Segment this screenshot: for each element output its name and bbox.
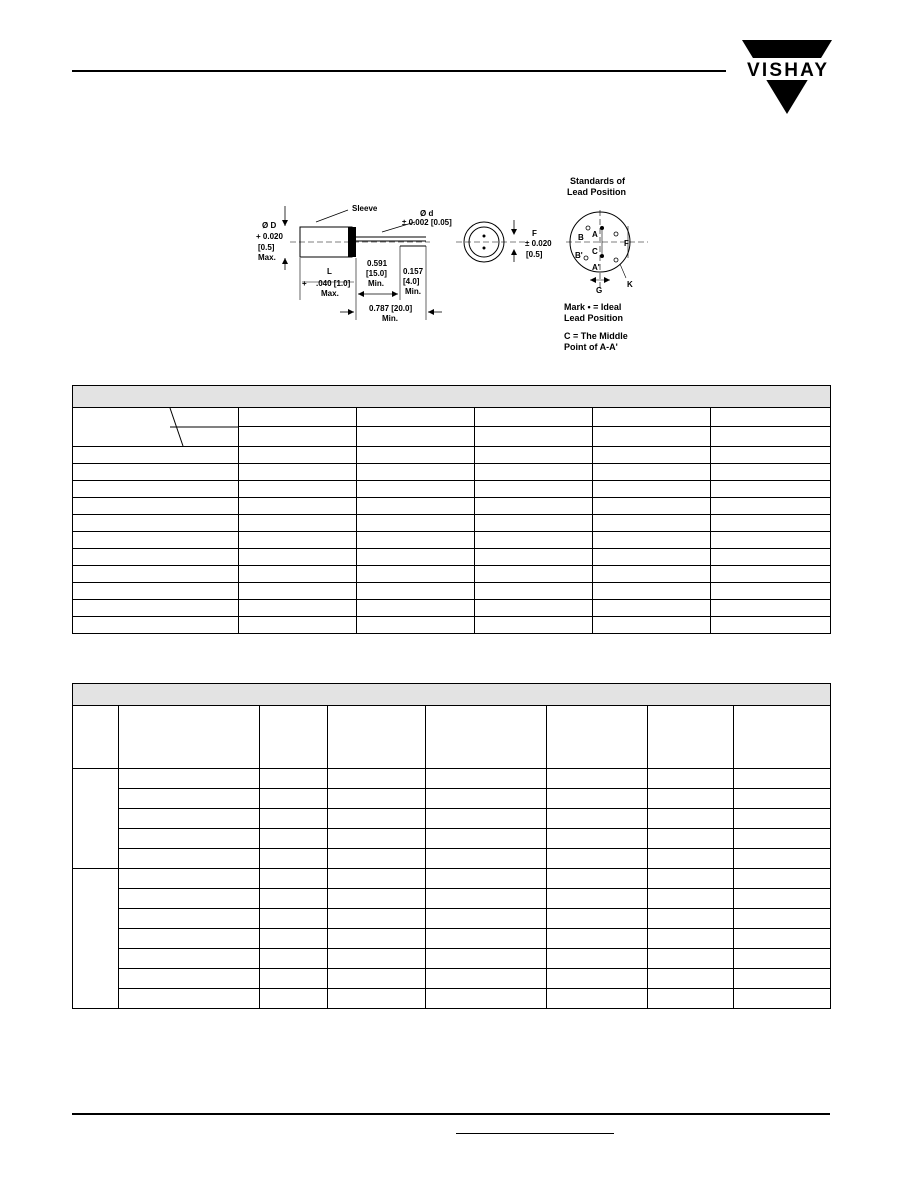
dimension-label: Min.: [405, 287, 421, 296]
table-cell: [73, 498, 239, 515]
table-cell: [475, 447, 593, 464]
table-cell: [648, 789, 734, 809]
table-2-header-row: [73, 706, 831, 769]
dimension-label: F: [532, 229, 537, 238]
table-cell: [475, 464, 593, 481]
table-cell: [357, 566, 475, 583]
table-cell: [593, 447, 711, 464]
dimension-label: Ø d: [420, 209, 434, 218]
table-cell: [547, 989, 648, 1009]
table-cell: [260, 809, 328, 829]
dimension-label: +: [302, 279, 307, 288]
logo-text: VISHAY: [747, 60, 827, 81]
ratings-table: [72, 683, 831, 1009]
table-cell: [260, 706, 328, 769]
group-cell: [73, 769, 119, 869]
table-cell: [260, 889, 328, 909]
table-cell: [475, 498, 593, 515]
table-cell: [73, 549, 239, 566]
table-cell: [239, 408, 357, 427]
dimension-label: F: [624, 239, 629, 248]
table-cell: [328, 809, 426, 829]
dimension-label: Sleeve: [352, 204, 378, 213]
table-row: [73, 989, 831, 1009]
table-1-corner-cell: [73, 408, 239, 447]
table-cell: [260, 989, 328, 1009]
table-cell: [328, 909, 426, 929]
table-cell: [357, 515, 475, 532]
dimension-label: A': [592, 263, 600, 272]
dimension-label: [4.0]: [403, 277, 420, 286]
table-cell: [357, 498, 475, 515]
table-cell: [711, 427, 831, 447]
table-cell: [426, 789, 547, 809]
table-cell: [357, 617, 475, 634]
table-1-title-bar: [73, 386, 831, 408]
dimension-label: Standards of: [570, 176, 626, 186]
table-cell: [426, 809, 547, 829]
table-cell: [711, 464, 831, 481]
table-cell: [357, 549, 475, 566]
dimension-label: G: [596, 286, 603, 295]
table-cell: [357, 583, 475, 600]
table-cell: [357, 447, 475, 464]
dimension-label: Ø D: [262, 221, 277, 230]
table-cell: [734, 829, 831, 849]
table-cell: [426, 969, 547, 989]
dimension-label: Point of A-A': [564, 342, 618, 352]
table-cell: [593, 408, 711, 427]
group-cell: [73, 869, 119, 1009]
table-row: [73, 889, 831, 909]
table-cell: [711, 408, 831, 427]
table-cell: [648, 949, 734, 969]
table-cell: [547, 929, 648, 949]
table-cell: [648, 849, 734, 869]
table-cell: [711, 549, 831, 566]
table-cell: [593, 532, 711, 549]
table-cell: [239, 600, 357, 617]
table-row: [73, 809, 831, 829]
table-cell: [239, 583, 357, 600]
table-cell: [426, 989, 547, 1009]
table-cell: [711, 583, 831, 600]
table-cell: [426, 829, 547, 849]
table-cell: [734, 789, 831, 809]
table-cell: [119, 849, 260, 869]
dimension-label: Lead Position: [564, 313, 624, 323]
dimension-label: Max.: [258, 253, 276, 262]
table-cell: [328, 769, 426, 789]
table-row: [73, 949, 831, 969]
table-cell: [547, 809, 648, 829]
table-row: [73, 849, 831, 869]
table-cell: [119, 889, 260, 909]
table-row: [73, 515, 831, 532]
dimension-label: [0.5]: [258, 243, 275, 252]
table-cell: [239, 515, 357, 532]
dimension-label: K: [627, 280, 633, 289]
table-cell: [593, 583, 711, 600]
table-row: [73, 829, 831, 849]
table-cell: [547, 889, 648, 909]
table-cell: [328, 889, 426, 909]
table-row: [73, 532, 831, 549]
table-cell: [648, 829, 734, 849]
table-cell: [734, 769, 831, 789]
table-cell: [260, 949, 328, 969]
footer-rule: [72, 1113, 830, 1115]
dimension-label: Min.: [368, 279, 384, 288]
table-cell: [357, 532, 475, 549]
table-cell: [239, 447, 357, 464]
dimension-label: Mark • = Ideal: [564, 302, 622, 312]
table-cell: [648, 809, 734, 829]
table-cell: [328, 929, 426, 949]
table-cell: [239, 549, 357, 566]
dimension-label: .040 [1.0]: [316, 279, 351, 288]
table-cell: [426, 706, 547, 769]
table-cell: [475, 408, 593, 427]
table-cell: [475, 583, 593, 600]
table-cell: [119, 829, 260, 849]
table-cell: [734, 706, 831, 769]
table-row: [73, 549, 831, 566]
dimension-label: C = The Middle: [564, 331, 628, 341]
table-cell: [73, 481, 239, 498]
table-cell: [119, 769, 260, 789]
table-cell: [711, 600, 831, 617]
table-cell: [593, 549, 711, 566]
table-cell: [475, 532, 593, 549]
table-cell: [475, 600, 593, 617]
table-cell: [73, 532, 239, 549]
table-cell: [73, 600, 239, 617]
table-cell: [734, 809, 831, 829]
table-cell: [260, 909, 328, 929]
table-cell: [328, 949, 426, 969]
table-cell: [328, 849, 426, 869]
table-cell: [328, 829, 426, 849]
table-cell: [711, 532, 831, 549]
table-cell: [73, 515, 239, 532]
table-cell: [328, 706, 426, 769]
table-cell: [734, 909, 831, 929]
dimension-label: 0.591: [367, 259, 388, 268]
table-cell: [73, 583, 239, 600]
dimension-label: 0.787 [20.0]: [369, 304, 413, 313]
table-cell: [475, 515, 593, 532]
table-cell: [73, 464, 239, 481]
table-cell: [119, 989, 260, 1009]
table-row: [73, 447, 831, 464]
table-cell: [547, 789, 648, 809]
table-cell: [260, 869, 328, 889]
table-cell: [475, 481, 593, 498]
table-cell: [734, 889, 831, 909]
table-cell: [547, 869, 648, 889]
table-cell: [734, 929, 831, 949]
table-cell: [593, 566, 711, 583]
table-cell: [547, 849, 648, 869]
dimension-label: 0.157: [403, 267, 424, 276]
table-cell: [239, 427, 357, 447]
table-cell: [593, 498, 711, 515]
table-cell: [734, 969, 831, 989]
dimension-drawing: [250, 170, 670, 360]
table-cell: [260, 969, 328, 989]
table-cell: [426, 929, 547, 949]
dimension-label: C: [592, 247, 598, 256]
table-row: [73, 909, 831, 929]
table-cell: [648, 889, 734, 909]
dimension-label: Lead Position: [567, 187, 627, 197]
vishay-logo: [742, 40, 832, 116]
table-cell: [119, 949, 260, 969]
table-cell: [593, 464, 711, 481]
table-cell: [711, 515, 831, 532]
table-cell: [357, 600, 475, 617]
table-cell: [260, 849, 328, 869]
table-cell: [73, 566, 239, 583]
dimension-label: B': [575, 251, 583, 260]
table-cell: [547, 706, 648, 769]
table-row: [73, 481, 831, 498]
table-cell: [475, 617, 593, 634]
table-cell: [547, 969, 648, 989]
table-cell: [475, 566, 593, 583]
table-cell: [357, 464, 475, 481]
dimensions-table: [72, 385, 831, 634]
dimension-label: Min.: [382, 314, 398, 323]
footer-link-underline: [456, 1133, 614, 1134]
table-cell: [426, 909, 547, 929]
dimension-label: [15.0]: [366, 269, 387, 278]
table-cell: [711, 481, 831, 498]
dimension-label: L: [327, 267, 332, 276]
table-row: [73, 617, 831, 634]
table-cell: [239, 498, 357, 515]
table-cell: [426, 849, 547, 869]
table-cell: [648, 969, 734, 989]
table-cell: [648, 989, 734, 1009]
table-cell: [475, 427, 593, 447]
table-cell: [73, 706, 119, 769]
table-row: [73, 600, 831, 617]
table-cell: [328, 989, 426, 1009]
table-cell: [426, 869, 547, 889]
table-row: [73, 566, 831, 583]
table-cell: [239, 481, 357, 498]
dimension-label: + 0.020: [256, 232, 283, 241]
table-cell: [357, 408, 475, 427]
table-row: [73, 869, 831, 889]
table-cell: [357, 481, 475, 498]
dimension-label: B: [578, 233, 584, 242]
dimension-label: Max.: [321, 289, 339, 298]
table-cell: [648, 869, 734, 889]
table-cell: [547, 829, 648, 849]
table-cell: [73, 447, 239, 464]
table-2-title-bar: [73, 684, 831, 706]
dimension-label: ± 0.020: [525, 239, 552, 248]
table-row: [73, 583, 831, 600]
dimension-label: [0.5]: [526, 250, 543, 259]
table-cell: [239, 464, 357, 481]
table-cell: [119, 869, 260, 889]
table-cell: [734, 849, 831, 869]
table-cell: [239, 617, 357, 634]
table-cell: [648, 706, 734, 769]
table-cell: [426, 889, 547, 909]
table-cell: [260, 929, 328, 949]
table-cell: [260, 769, 328, 789]
table-cell: [328, 789, 426, 809]
table-cell: [260, 789, 328, 809]
table-row: [73, 769, 831, 789]
table-cell: [426, 769, 547, 789]
table-cell: [593, 515, 711, 532]
table-cell: [73, 617, 239, 634]
table-1-header-row: [73, 408, 831, 427]
table-cell: [119, 789, 260, 809]
table-cell: [734, 989, 831, 1009]
table-cell: [239, 566, 357, 583]
table-cell: [711, 617, 831, 634]
table-cell: [328, 969, 426, 989]
table-row: [73, 464, 831, 481]
table-row: [73, 498, 831, 515]
header-rule: [72, 70, 726, 72]
table-cell: [475, 549, 593, 566]
table-cell: [593, 427, 711, 447]
table-cell: [648, 769, 734, 789]
table-cell: [547, 949, 648, 969]
table-cell: [648, 929, 734, 949]
table-row: [73, 789, 831, 809]
table-cell: [593, 617, 711, 634]
table-cell: [119, 909, 260, 929]
table-row: [73, 969, 831, 989]
table-cell: [711, 447, 831, 464]
table-cell: [239, 532, 357, 549]
table-cell: [711, 566, 831, 583]
table-cell: [648, 909, 734, 929]
table-cell: [119, 809, 260, 829]
table-cell: [357, 427, 475, 447]
dimension-label: A: [592, 230, 598, 239]
table-cell: [593, 481, 711, 498]
table-row: [73, 929, 831, 949]
table-cell: [593, 600, 711, 617]
table-cell: [119, 929, 260, 949]
table-cell: [734, 869, 831, 889]
table-cell: [711, 498, 831, 515]
dimension-label: ± 0.002 [0.05]: [402, 218, 452, 227]
table-cell: [328, 869, 426, 889]
table-cell: [260, 829, 328, 849]
table-cell: [547, 769, 648, 789]
table-cell: [547, 909, 648, 929]
table-cell: [426, 949, 547, 969]
table-cell: [119, 969, 260, 989]
table-cell: [119, 706, 260, 769]
table-cell: [734, 949, 831, 969]
